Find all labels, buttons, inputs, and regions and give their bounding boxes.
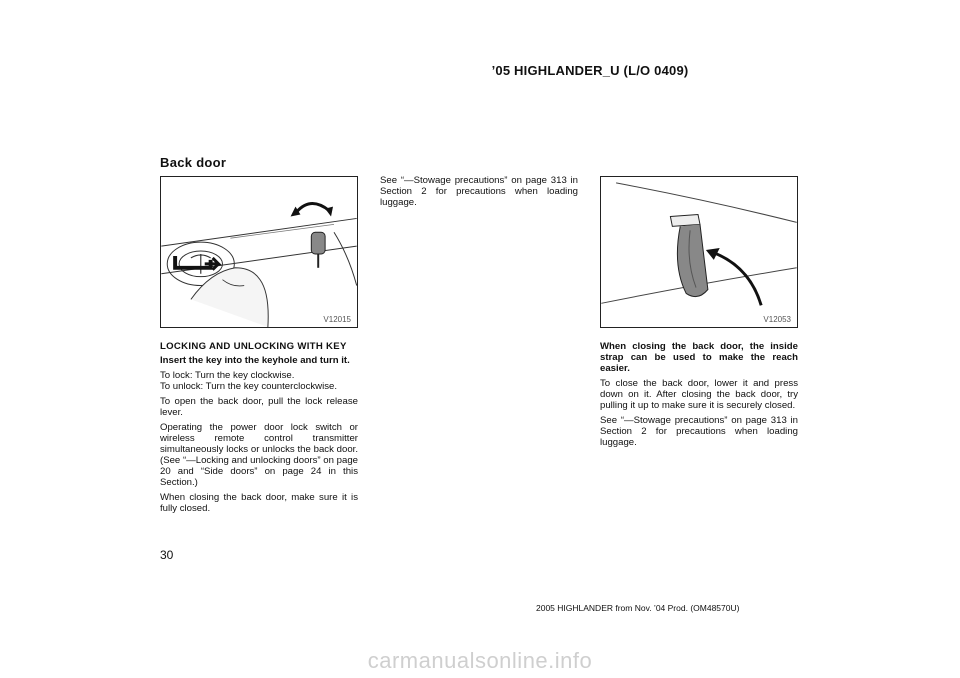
open-text: To open the back door, pull the lock release lever.: [160, 396, 358, 418]
close-door-text: To close the back door, lower it and press down on it. After closing the back door, try pulling it up to make sure it is securely closed.: [600, 378, 798, 411]
locking-heading: LOCKING AND UNLOCKING WITH KEY: [160, 341, 347, 352]
power-lock-text: Operating the power door lock switch or wireless remote control transmitter simultaneously locks or unlocks the back door. (See “—Locking and unlocking doors” on page 20 and “Side doors” on page 24 in this Section.): [160, 422, 358, 488]
section-title: Back door: [160, 155, 227, 170]
figure-door-strap: [600, 176, 798, 328]
closing-text: When closing the back door, make sure it is fully closed.: [160, 492, 358, 514]
page-number: 30: [160, 548, 174, 562]
middle-column: [380, 175, 578, 212]
door-strap-illustration-icon: [601, 177, 797, 327]
key-lock-illustration-icon: [161, 177, 357, 327]
document-header: ’05 HIGHLANDER_U (L/O 0409): [491, 63, 689, 78]
strap-intro-text: When closing the back door, the inside strap can be used to make the reach easier.: [600, 341, 798, 374]
right-column: [600, 341, 798, 452]
stowage-text-right: See “—Stowage precautions” on page 313 in Section 2 for precautions when loading luggage.: [600, 415, 798, 448]
unlock-line: To unlock: Turn the key counterclockwise.: [160, 381, 338, 392]
figure-key-lock: [160, 176, 358, 328]
stowage-text-middle: See “—Stowage precautions” on page 313 in Section 2 for precautions when loading luggage.: [380, 175, 578, 208]
lock-line: To lock: Turn the key clockwise.: [160, 370, 295, 381]
figure-code-left: V12015: [323, 315, 351, 324]
key-intro-text: Insert the key into the keyhole and turn it.: [160, 355, 350, 366]
figure-code-right: V12053: [763, 315, 791, 324]
left-column: [160, 341, 358, 518]
watermark: carmanualsonline.info: [367, 648, 593, 673]
footer-note: 2005 HIGHLANDER from Nov. ’04 Prod. (OM48570U): [536, 603, 740, 613]
